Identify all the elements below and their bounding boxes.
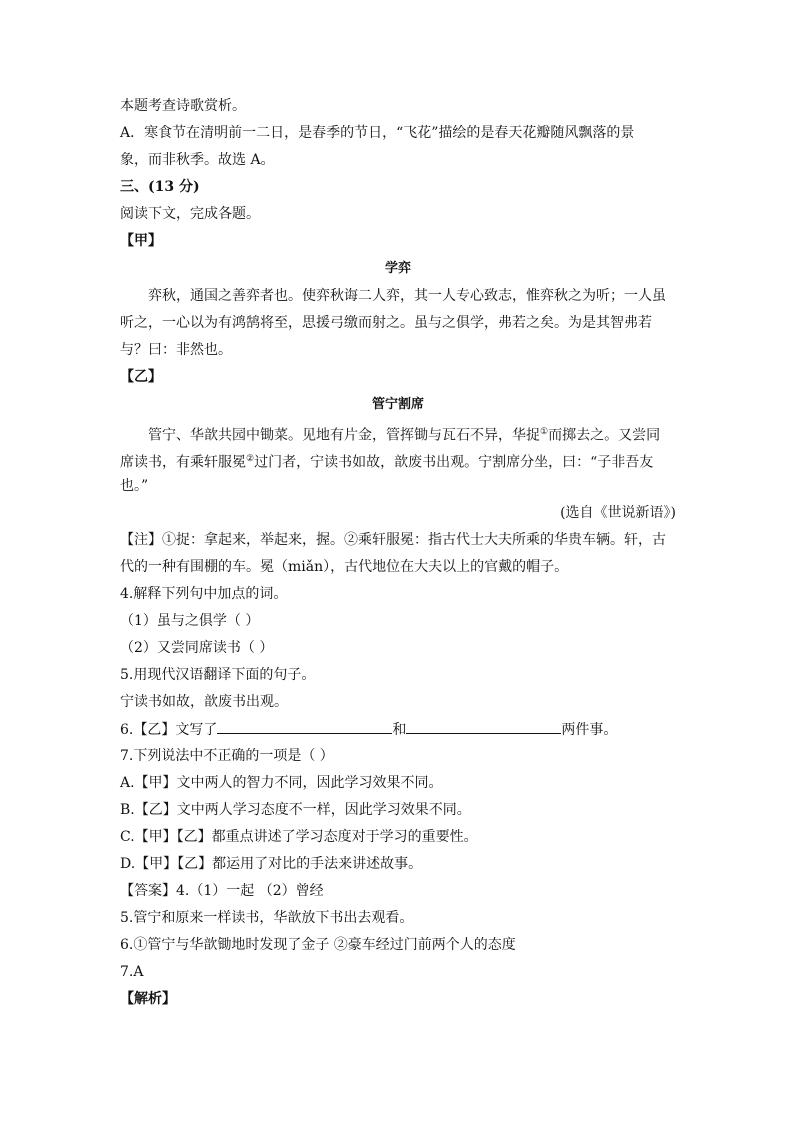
option-b: B.【乙】文中两人学习态度不一样，因此学习效果不同。 [120,802,471,818]
text-line: 阅读下文，完成各题。 [120,206,260,222]
source-citation: (选自《世说新语》) [560,505,676,521]
answer-blank [406,719,561,734]
option-a: A.【甲】文中两人的智力不同，因此学习效果不同。 [120,775,443,791]
passage-title: 管宁割席 [371,397,424,412]
answer-line: 【答案】4.（1）一起 （2）曾经 [120,883,324,899]
text-line: 象，而非秋季。故选 A。 [120,152,275,168]
question-5: 5.用现代汉语翻译下面的句子。 [120,667,316,683]
text-segment: 席读书，有乘轩服冕 [120,454,246,471]
analysis-label: 【解析】 [120,991,176,1007]
footnote-marker: ② [246,454,255,464]
footnote-marker: ① [540,427,549,437]
question-5-sentence: 宁读书如故，歆废书出观。 [120,694,288,710]
passage-label: 【乙】 [120,369,162,385]
text-line: A．寒食节在清明前一二日，是春季的节日，“飞花”描绘的是春天花瓣随风飘落的景 [120,125,635,141]
question-4-item-2: （2）又尝同席读书（ ） [120,640,274,656]
note-text: 代的一种有围棚的车。冕（miǎn），古代地位在大夫以上的官戴的帽子。 [120,559,569,575]
option-c: C.【甲】【乙】都重点讲述了学习态度对于学习的重要性。 [120,829,478,845]
answer-blank [217,719,392,734]
passage-text: 听之，一心以为有鸿鹄将至，思援弓缴而射之。虽与之俱学，弗若之矣。为是其智弗若 [120,315,652,331]
text-segment: 两件事。 [561,722,618,738]
question-6 [120,719,676,740]
passage-text: 弈秋，通国之善弈者也。使弈秋诲二人弈，其一人专心致志，惟弈秋之为听；一人虽 [148,288,666,304]
text-segment: 而掷去之。又尝同 [548,427,661,444]
text-segment: 过门者，宁读书如故，歆废书出观。宁割席分坐，曰：“子非吾友 [254,454,654,471]
passage-text [120,449,676,473]
question-4-item-1: （1）虽与之俱学（ ） [120,613,260,629]
text-segment: 和 [392,722,407,738]
text-segment: 6.【乙】文写了 [120,722,218,738]
passage-title: 学弈 [384,261,411,276]
text-segment: 管宁、华歆共园中锄菜。见地有片金，管挥锄与瓦石不异，华捉 [148,427,540,444]
answer-line: 5.管宁和原来一样读书，华歆放下书出去观看。 [120,910,414,926]
section-heading: 三、(13 分) [120,179,200,195]
text-line: 本题考查诗歌赏析。 [120,98,246,114]
question-7: 7.下列说法中不正确的一项是（ ） [120,748,334,764]
passage-text: 与？曰：非然也。 [120,342,232,358]
passage-text: 也。” [120,478,149,494]
note-text: 【注】①捉：拿起来，举起来，握。②乘轩服冕：指古代士大夫所乘的华贵车辆。轩，古 [120,532,666,548]
question-4: 4.解释下列句中加点的词。 [120,586,288,602]
answer-line: 6.①管宁与华歆锄地时发现了金子 ②豪车经过门前两个人的态度 [120,937,516,953]
option-d: D.【甲】【乙】都运用了对比的手法来讲述故事。 [120,856,423,872]
passage-label: 【甲】 [120,233,162,249]
passage-text [148,422,676,446]
answer-line: 7.A [120,964,144,980]
